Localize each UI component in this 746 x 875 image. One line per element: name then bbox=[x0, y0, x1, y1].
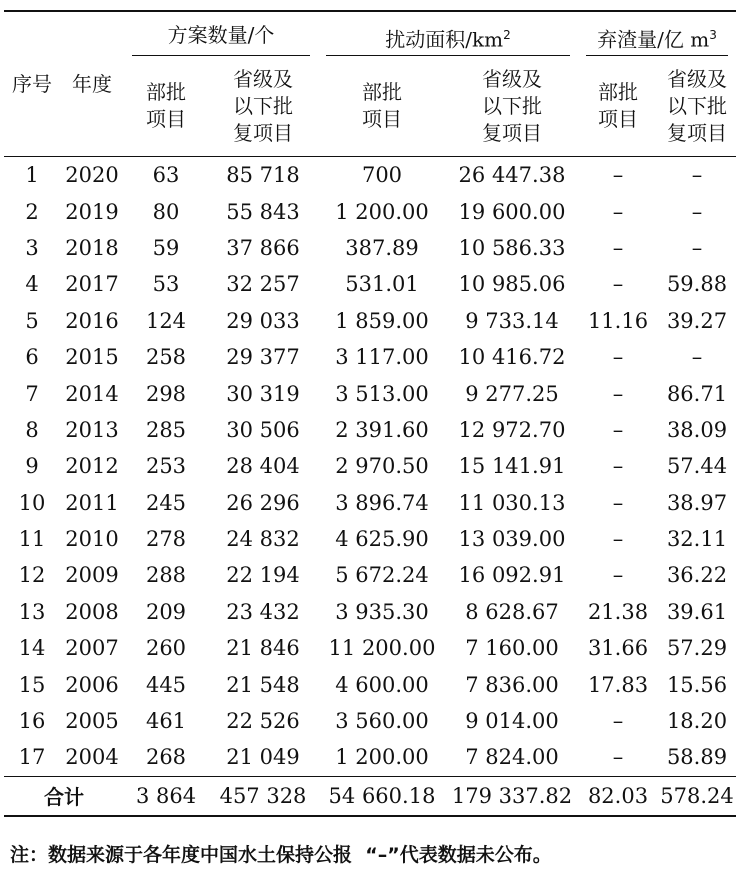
cell-waste-ministry: – bbox=[612, 709, 624, 734]
header-group-area bbox=[318, 11, 578, 56]
cell-year: 2009 bbox=[65, 563, 119, 588]
cell-area-ministry: 1 200.00 bbox=[335, 745, 429, 770]
table-row bbox=[4, 630, 736, 666]
cell-count-ministry: 278 bbox=[145, 527, 187, 552]
cell-waste-province: 39.27 bbox=[666, 308, 728, 333]
cell-waste-province: 59.88 bbox=[666, 272, 728, 297]
group-count-label: 方案数量 bbox=[167, 22, 248, 47]
cell-waste-ministry: – bbox=[612, 272, 624, 297]
table-row bbox=[4, 666, 736, 702]
cell-waste-ministry: – bbox=[612, 454, 624, 479]
table-row bbox=[4, 412, 736, 448]
table-footer bbox=[4, 776, 736, 816]
cell-count-province: 21 548 bbox=[226, 672, 300, 697]
table-row bbox=[4, 266, 736, 302]
cell-waste-province: 38.09 bbox=[666, 417, 728, 442]
table-row bbox=[4, 230, 736, 266]
cell-area-province: 10 416.72 bbox=[458, 345, 566, 370]
cell-count-ministry: 124 bbox=[145, 308, 187, 333]
cell-seq: 4 bbox=[25, 272, 39, 297]
cell-year: 2014 bbox=[65, 381, 119, 406]
cell-count-province: 22 526 bbox=[226, 709, 300, 734]
table-row bbox=[4, 375, 736, 411]
group-waste-label: 弃渣量 bbox=[597, 27, 658, 52]
cell-area-province: 9 733.14 bbox=[465, 308, 559, 333]
group-area-unit: /km bbox=[465, 27, 504, 52]
cell-area-province: 7 836.00 bbox=[465, 672, 559, 697]
cell-area-ministry: 5 672.24 bbox=[335, 563, 429, 588]
cell-count-province: 30 319 bbox=[226, 381, 300, 406]
cell-waste-province: 36.22 bbox=[666, 563, 728, 588]
cell-seq: 12 bbox=[18, 563, 46, 588]
cell-count-ministry: 298 bbox=[145, 381, 187, 406]
cell-waste-province: 58.89 bbox=[666, 745, 728, 770]
cell-count-province: 28 404 bbox=[226, 454, 300, 479]
table-row bbox=[4, 193, 736, 229]
cell-area-province: 19 600.00 bbox=[458, 199, 566, 224]
cell-year: 2010 bbox=[65, 527, 119, 552]
cell-waste-ministry: – bbox=[612, 345, 624, 370]
cell-area-province: 7 824.00 bbox=[465, 745, 559, 770]
cell-year: 2005 bbox=[65, 709, 119, 734]
total-count-ministry: 3 864 bbox=[124, 776, 208, 816]
cell-seq: 16 bbox=[18, 709, 46, 734]
group-count-unit: /个 bbox=[247, 22, 275, 47]
group-waste-unit: /亿 m bbox=[657, 27, 710, 52]
cell-count-ministry: 80 bbox=[152, 199, 180, 224]
cell-area-ministry: 3 935.30 bbox=[335, 599, 429, 624]
cell-area-ministry: 700 bbox=[361, 163, 403, 188]
cell-year: 2019 bbox=[65, 199, 119, 224]
cell-area-province: 8 628.67 bbox=[465, 599, 559, 624]
cell-waste-ministry: – bbox=[612, 563, 624, 588]
header-seq: 序号 bbox=[12, 71, 52, 96]
cell-area-province: 7 160.00 bbox=[465, 636, 559, 661]
group-area-unit-sup: 2 bbox=[503, 27, 511, 42]
cell-waste-ministry: – bbox=[612, 745, 624, 770]
cell-area-ministry: 2 970.50 bbox=[335, 454, 429, 479]
cell-seq: 10 bbox=[18, 490, 46, 515]
cell-waste-province: 86.71 bbox=[666, 381, 728, 406]
cell-seq: 5 bbox=[25, 308, 39, 333]
cell-count-province: 23 432 bbox=[226, 599, 300, 624]
cell-seq: 11 bbox=[18, 527, 46, 552]
table-row bbox=[4, 739, 736, 776]
cell-area-ministry: 387.89 bbox=[345, 235, 419, 260]
cell-count-ministry: 258 bbox=[145, 345, 187, 370]
total-waste-province: 578.24 bbox=[658, 776, 736, 816]
cell-count-ministry: 53 bbox=[152, 272, 180, 297]
cell-count-ministry: 209 bbox=[145, 599, 187, 624]
cell-area-province: 26 447.38 bbox=[458, 163, 566, 188]
subheader-waste-ministry: 部批 项目 bbox=[598, 80, 638, 131]
table-row bbox=[4, 557, 736, 593]
cell-waste-ministry: – bbox=[612, 490, 624, 515]
cell-waste-province: – bbox=[691, 163, 703, 188]
cell-seq: 14 bbox=[18, 636, 46, 661]
cell-year: 2020 bbox=[65, 163, 119, 188]
cell-count-province: 21 049 bbox=[226, 745, 300, 770]
data-table bbox=[4, 10, 736, 817]
cell-count-province: 24 832 bbox=[226, 527, 300, 552]
cell-area-ministry: 1 200.00 bbox=[335, 199, 429, 224]
cell-area-province: 10 985.06 bbox=[458, 272, 566, 297]
cell-area-province: 11 030.13 bbox=[458, 490, 566, 515]
cell-waste-province: – bbox=[691, 235, 703, 260]
cell-waste-province: – bbox=[691, 199, 703, 224]
total-label: 合计 bbox=[4, 776, 124, 816]
cell-waste-ministry: – bbox=[612, 163, 624, 188]
cell-area-province: 9 014.00 bbox=[465, 709, 559, 734]
cell-area-province: 9 277.25 bbox=[465, 381, 559, 406]
cell-seq: 9 bbox=[25, 454, 39, 479]
cell-waste-ministry: – bbox=[612, 527, 624, 552]
cell-area-province: 12 972.70 bbox=[458, 417, 566, 442]
cell-count-province: 22 194 bbox=[226, 563, 300, 588]
cell-seq: 15 bbox=[18, 672, 46, 697]
total-count-province: 457 328 bbox=[208, 776, 318, 816]
header-group-waste bbox=[578, 11, 736, 56]
cell-waste-province: 57.29 bbox=[666, 636, 728, 661]
cell-year: 2015 bbox=[65, 345, 119, 370]
cell-waste-province: 39.61 bbox=[666, 599, 728, 624]
table-row bbox=[4, 303, 736, 339]
cell-area-ministry: 3 896.74 bbox=[335, 490, 429, 515]
cell-waste-province: 15.56 bbox=[666, 672, 728, 697]
cell-count-ministry: 445 bbox=[145, 672, 187, 697]
cell-year: 2017 bbox=[65, 272, 119, 297]
cell-waste-ministry: 21.38 bbox=[587, 599, 649, 624]
total-area-ministry: 54 660.18 bbox=[318, 776, 446, 816]
table-row bbox=[4, 521, 736, 557]
cell-area-ministry: 1 859.00 bbox=[335, 308, 429, 333]
table-row bbox=[4, 157, 736, 194]
cell-year: 2013 bbox=[65, 417, 119, 442]
cell-count-province: 26 296 bbox=[226, 490, 300, 515]
cell-count-province: 32 257 bbox=[226, 272, 300, 297]
subheader-waste-province: 省级及 以下批 复项目 bbox=[667, 66, 727, 145]
cell-seq: 13 bbox=[18, 599, 46, 624]
cell-area-ministry: 3 513.00 bbox=[335, 381, 429, 406]
subheader-area-ministry: 部批 项目 bbox=[362, 80, 402, 131]
header-group-count bbox=[124, 11, 318, 56]
cell-seq: 1 bbox=[25, 163, 39, 188]
cell-waste-province: 38.97 bbox=[666, 490, 728, 515]
table-row bbox=[4, 485, 736, 521]
cell-area-ministry: 3 560.00 bbox=[335, 709, 429, 734]
cell-count-ministry: 253 bbox=[145, 454, 187, 479]
cell-count-ministry: 245 bbox=[145, 490, 187, 515]
cell-year: 2018 bbox=[65, 235, 119, 260]
cell-area-ministry: 11 200.00 bbox=[328, 636, 436, 661]
cell-year: 2011 bbox=[65, 490, 119, 515]
table-row bbox=[4, 448, 736, 484]
cell-year: 2012 bbox=[65, 454, 119, 479]
cell-waste-ministry: – bbox=[612, 417, 624, 442]
table-row bbox=[4, 339, 736, 375]
group-area-label: 扰动面积 bbox=[385, 27, 466, 52]
cell-count-ministry: 63 bbox=[152, 163, 180, 188]
cell-waste-ministry: – bbox=[612, 381, 624, 406]
cell-waste-ministry: – bbox=[612, 199, 624, 224]
total-row bbox=[4, 776, 736, 816]
cell-seq: 2 bbox=[25, 199, 39, 224]
cell-area-ministry: 4 600.00 bbox=[335, 672, 429, 697]
cell-seq: 3 bbox=[25, 235, 39, 260]
cell-count-province: 37 866 bbox=[226, 235, 300, 260]
table-row bbox=[4, 703, 736, 739]
table-row bbox=[4, 594, 736, 630]
cell-area-ministry: 2 391.60 bbox=[335, 417, 429, 442]
cell-year: 2007 bbox=[65, 636, 119, 661]
cell-seq: 8 bbox=[25, 417, 39, 442]
cell-waste-ministry: – bbox=[612, 235, 624, 260]
table-header bbox=[4, 11, 736, 157]
cell-count-ministry: 268 bbox=[145, 745, 187, 770]
cell-area-ministry: 3 117.00 bbox=[335, 345, 429, 370]
cell-year: 2006 bbox=[65, 672, 119, 697]
cell-year: 2016 bbox=[65, 308, 119, 333]
cell-seq: 7 bbox=[25, 381, 39, 406]
cell-waste-ministry: 11.16 bbox=[587, 308, 649, 333]
table-note: 注：数据来源于各年度中国水土保持公报 “–”代表数据未公布。 bbox=[10, 844, 552, 866]
total-waste-ministry: 82.03 bbox=[578, 776, 658, 816]
cell-waste-province: 18.20 bbox=[666, 709, 728, 734]
cell-area-province: 15 141.91 bbox=[458, 454, 566, 479]
cell-area-province: 16 092.91 bbox=[458, 563, 566, 588]
cell-count-ministry: 285 bbox=[145, 417, 187, 442]
cell-count-ministry: 260 bbox=[145, 636, 187, 661]
cell-area-ministry: 4 625.90 bbox=[335, 527, 429, 552]
cell-waste-province: 32.11 bbox=[666, 527, 728, 552]
cell-year: 2008 bbox=[65, 599, 119, 624]
subheader-count-ministry: 部批 项目 bbox=[146, 80, 186, 131]
cell-area-ministry: 531.01 bbox=[345, 272, 419, 297]
subheader-count-province: 省级及 以下批 复项目 bbox=[233, 66, 293, 145]
cell-area-province: 13 039.00 bbox=[458, 527, 566, 552]
total-area-province: 179 337.82 bbox=[446, 776, 578, 816]
cell-count-province: 85 718 bbox=[226, 163, 300, 188]
cell-waste-ministry: 31.66 bbox=[587, 636, 649, 661]
cell-waste-province: – bbox=[691, 345, 703, 370]
cell-seq: 6 bbox=[25, 345, 39, 370]
cell-count-province: 29 377 bbox=[226, 345, 300, 370]
cell-count-province: 30 506 bbox=[226, 417, 300, 442]
cell-count-ministry: 461 bbox=[145, 709, 187, 734]
cell-area-province: 10 586.33 bbox=[458, 235, 566, 260]
table-body bbox=[4, 157, 736, 777]
group-waste-unit-sup: 3 bbox=[709, 27, 717, 42]
cell-waste-ministry: 17.83 bbox=[587, 672, 649, 697]
cell-seq: 17 bbox=[18, 745, 46, 770]
cell-count-province: 29 033 bbox=[226, 308, 300, 333]
subheader-area-province: 省级及 以下批 复项目 bbox=[482, 66, 542, 145]
cell-count-ministry: 59 bbox=[152, 235, 180, 260]
cell-count-ministry: 288 bbox=[145, 563, 187, 588]
cell-count-province: 55 843 bbox=[226, 199, 300, 224]
cell-waste-province: 57.44 bbox=[666, 454, 728, 479]
cell-count-province: 21 846 bbox=[226, 636, 300, 661]
cell-year: 2004 bbox=[65, 745, 119, 770]
header-year: 年度 bbox=[72, 71, 112, 96]
